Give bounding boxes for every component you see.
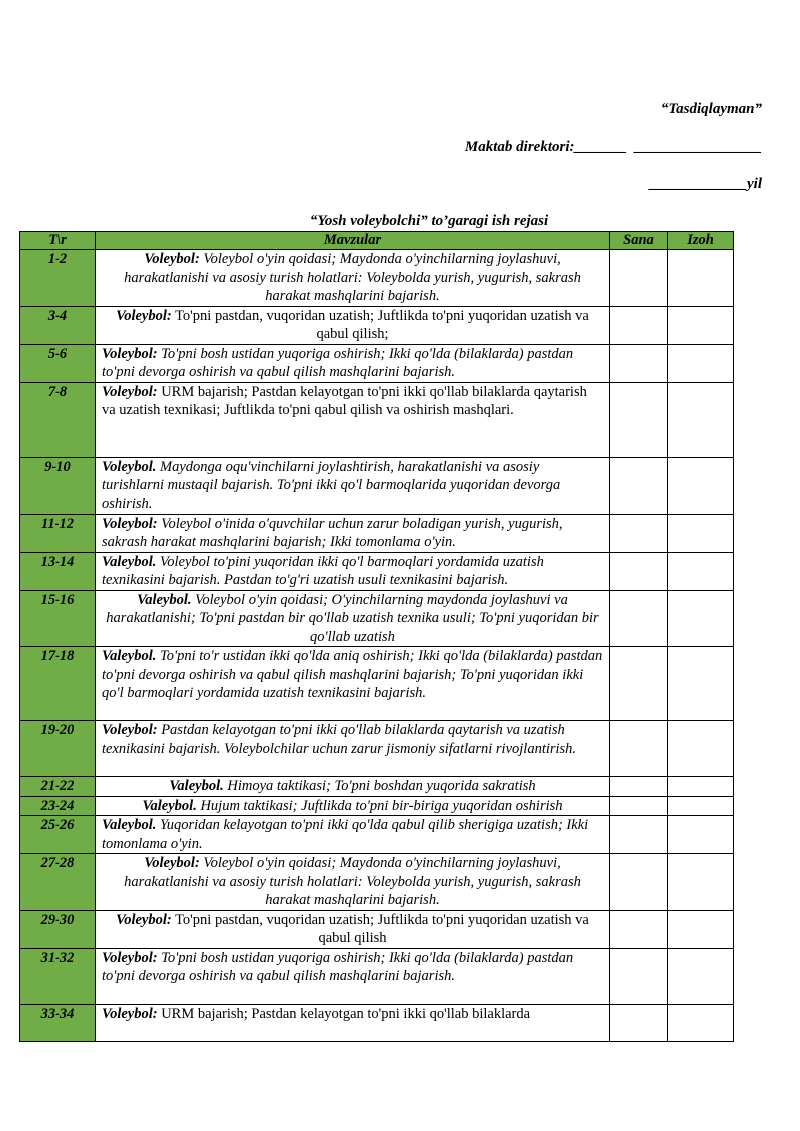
topic-heading: Voleybol: (102, 949, 158, 966)
row-date-cell (610, 344, 668, 382)
row-number: 25-26 (20, 816, 96, 854)
topic-heading: Voleybol: (102, 722, 158, 738)
row-topic (96, 948, 610, 1004)
topic-heading: Valeybol. (137, 591, 192, 608)
row-topic (96, 796, 610, 816)
topic-text: Voleybol o'yin qoidasi; Maydonda o'yinchilarning joylashuvi, harakatlanishi va asosiy turish holatlari: Voleybolda yurish, yugurish, sakrash harakat mashqlarini bajarish. (124, 251, 581, 304)
topic-text: Maydonga oqu'vinchilarni joylashtirish, harakatlanishi va asosiy turishlarni mustaqil bajarish. To'pni ikki qo'l barmoqlarida yuqoridan devorga oshirish. (102, 458, 561, 512)
topic-text: Yuqoridan kelayotgan to'pni ikki qo'lda qabul qilib sherigiga uzatish; Ikki tomonlama o'yin. (102, 817, 589, 852)
row-note-cell (668, 948, 734, 1004)
row-number: 1-2 (20, 250, 96, 307)
topic-text: To'pni bosh ustidan yuqoriga oshirish; Ikki qo'lda (bilaklarda) pastdan to'pni devorga oshirish va qabul qilish mashqlarini bajarish. (102, 949, 574, 984)
row-note-cell (668, 1004, 734, 1041)
row-date-cell (610, 854, 668, 911)
row-topic (96, 647, 610, 721)
schedule-table (19, 231, 734, 1042)
row-number: 21-22 (20, 777, 96, 797)
row-date-cell (610, 796, 668, 816)
row-topic (96, 552, 610, 590)
table-row (20, 910, 734, 948)
row-topic (96, 250, 610, 307)
row-note-cell (668, 816, 734, 854)
row-topic (96, 344, 610, 382)
document-title: “Yosh voleybolchi” to’garagi ish rejasi (309, 213, 549, 229)
row-topic (96, 306, 610, 344)
row-note-cell (668, 514, 734, 552)
table-row (20, 777, 734, 797)
table-row (20, 514, 734, 552)
table-row (20, 344, 734, 382)
row-date-cell (610, 306, 668, 344)
topic-heading: Voleybol: (116, 307, 172, 324)
row-number: 3-4 (20, 306, 96, 344)
topic-heading: Voleybol: (102, 1005, 158, 1022)
row-note-cell (668, 721, 734, 777)
topic-text: Hujum taktikasi; Juftlikda to'pni bir-biriga yuqoridan oshirish (196, 797, 563, 814)
row-number: 33-34 (20, 1004, 96, 1041)
row-topic (96, 590, 610, 647)
topic-heading: Valeybol. (142, 797, 197, 814)
year-line: _____________yil (649, 176, 762, 192)
row-number: 11-12 (20, 514, 96, 552)
row-note-cell (668, 777, 734, 797)
table-row (20, 721, 734, 777)
row-note-cell (668, 910, 734, 948)
row-date-cell (610, 250, 668, 307)
column-header-topics: Mavzular (96, 232, 610, 250)
row-note-cell (668, 382, 734, 457)
row-note-cell (668, 552, 734, 590)
row-note-cell (668, 306, 734, 344)
row-note-cell (668, 457, 734, 514)
topic-heading: Voleybol. (102, 458, 157, 475)
row-date-cell (610, 777, 668, 797)
topic-text: To'pni pastdan, vuqoridan uzatish; Juftlikda to'pni yuqoridan uzatish va qabul qilish (171, 911, 589, 946)
row-note-cell (668, 796, 734, 816)
table-row (20, 552, 734, 590)
table-row (20, 1004, 734, 1041)
row-number: 29-30 (20, 910, 96, 948)
topic-heading: Valeybol. (102, 553, 157, 570)
row-date-cell (610, 552, 668, 590)
row-topic (96, 721, 610, 777)
row-note-cell (668, 590, 734, 647)
table-row (20, 382, 734, 457)
topic-text: Voleybol o'yin qoidasi; Maydonda o'yinchilarning joylashuvi, harakatlanishi va asosiy turish holatlari: Voleybolda yurish, yugurish, sakrash harakat mashqlarini bajarish. (124, 855, 581, 908)
row-note-cell (668, 344, 734, 382)
row-number: 15-16 (20, 590, 96, 647)
topic-heading: Voleybol: (102, 515, 158, 532)
topic-text: Voleybol to'pini yuqoridan ikki qo'l barmoqlari yordamida uzatish texnikasini bajarish. Pastdan to'g'ri uzatish usuli texnikasini bajarish. (102, 553, 544, 588)
director-signature-line: Maktab direktori:_______ _________________ (464, 139, 762, 155)
row-note-cell (668, 854, 734, 911)
row-topic (96, 910, 610, 948)
table-row (20, 590, 734, 647)
topic-heading: Valeybol. (102, 648, 157, 664)
topic-text: Voleybol o'inida o'quvchilar uchun zarur boladigan yurish, yugurish, sakrash harakat mashqlarini bajarish; Ikki tomonlama o'yin. (102, 515, 563, 550)
row-topic (96, 854, 610, 911)
row-topic (96, 777, 610, 797)
row-topic (96, 1004, 610, 1041)
topic-text: Himoya taktikasi; To'pni boshdan yuqorida sakratish (223, 778, 536, 794)
row-number: 31-32 (20, 948, 96, 1004)
row-date-cell (610, 721, 668, 777)
row-number: 17-18 (20, 647, 96, 721)
row-number: 23-24 (20, 796, 96, 816)
column-header-note: Izoh (668, 232, 734, 250)
table-row (20, 250, 734, 307)
row-date-cell (610, 1004, 668, 1041)
table-row (20, 796, 734, 816)
row-number: 13-14 (20, 552, 96, 590)
topic-heading: Valeybol. (169, 778, 224, 794)
column-header-number: T\r (20, 232, 96, 250)
topic-text: To'pni pastdan, vuqoridan uzatish; Juftlikda to'pni yuqoridan uzatish va qabul qilish; (171, 307, 589, 342)
topic-text: URM bajarish; Pastdan kelayotgan to'pni ikki qo'llab bilaklarda qaytarish va uzatish texnikasi; Juftlikda to'pni qabul qilish va oshirish mashqlari. (102, 383, 587, 418)
row-date-cell (610, 514, 668, 552)
table-row (20, 647, 734, 721)
row-date-cell (610, 647, 668, 721)
table-row (20, 948, 734, 1004)
row-date-cell (610, 816, 668, 854)
topic-text: Voleybol o'yin qoidasi; O'yinchilarning maydonda joylashuvi va harakatlanishi; To'pni pastdan bir qo'llab uzatish texnika usuli; To'pni yuqoridan bir qo'llab uzatish (106, 591, 599, 645)
topic-heading: Voleybol: (144, 251, 200, 267)
topic-text: Pastdan kelayotgan to'pni ikki qo'llab bilaklarda qaytarish va uzatish texnikasini bajarish. Voleybolchilar uchun zarur jismoniy sifatlarni rivojlantirish. (102, 722, 577, 757)
row-topic (96, 457, 610, 514)
row-number: 27-28 (20, 854, 96, 911)
topic-heading: Voleybol: (102, 383, 158, 400)
topic-text: To'pni bosh ustidan yuqoriga oshirish; Ikki qo'lda (bilaklarda) pastdan to'pni devorga oshirish va qabul qilish mashqlarini bajarish. (102, 345, 574, 380)
table-row (20, 854, 734, 911)
row-date-cell (610, 590, 668, 647)
table-row (20, 457, 734, 514)
topic-heading: Voleybol: (116, 911, 172, 928)
row-date-cell (610, 910, 668, 948)
row-note-cell (668, 647, 734, 721)
row-topic (96, 514, 610, 552)
row-number: 5-6 (20, 344, 96, 382)
row-date-cell (610, 948, 668, 1004)
row-topic (96, 382, 610, 457)
row-number: 19-20 (20, 721, 96, 777)
table-row (20, 306, 734, 344)
row-number: 9-10 (20, 457, 96, 514)
topic-heading: Voleybol: (102, 345, 158, 362)
row-date-cell (610, 382, 668, 457)
topic-heading: Valeybol. (102, 817, 157, 833)
approval-label: “Tasdiqlayman” (660, 101, 762, 117)
topic-text: To'pni to'r ustidan ikki qo'lda aniq oshirish; Ikki qo'lda (bilaklarda) pastdan to'pni devorga oshirish va qabul qilish mashqlarini bajarish; To'pni yuqoridan ikki qo'l barmoqlari yordamida uzatish texnikasini bajarish. (102, 648, 603, 701)
row-number: 7-8 (20, 382, 96, 457)
row-date-cell (610, 457, 668, 514)
table-body (20, 250, 734, 1042)
column-header-date: Sana (610, 232, 668, 250)
row-topic (96, 816, 610, 854)
topic-text: URM bajarish; Pastdan kelayotgan to'pni ikki qo'llab bilaklarda (157, 1005, 531, 1022)
row-note-cell (668, 250, 734, 307)
topic-heading: Voleybol: (144, 855, 200, 871)
table-row (20, 816, 734, 854)
table-header-row (20, 232, 734, 250)
